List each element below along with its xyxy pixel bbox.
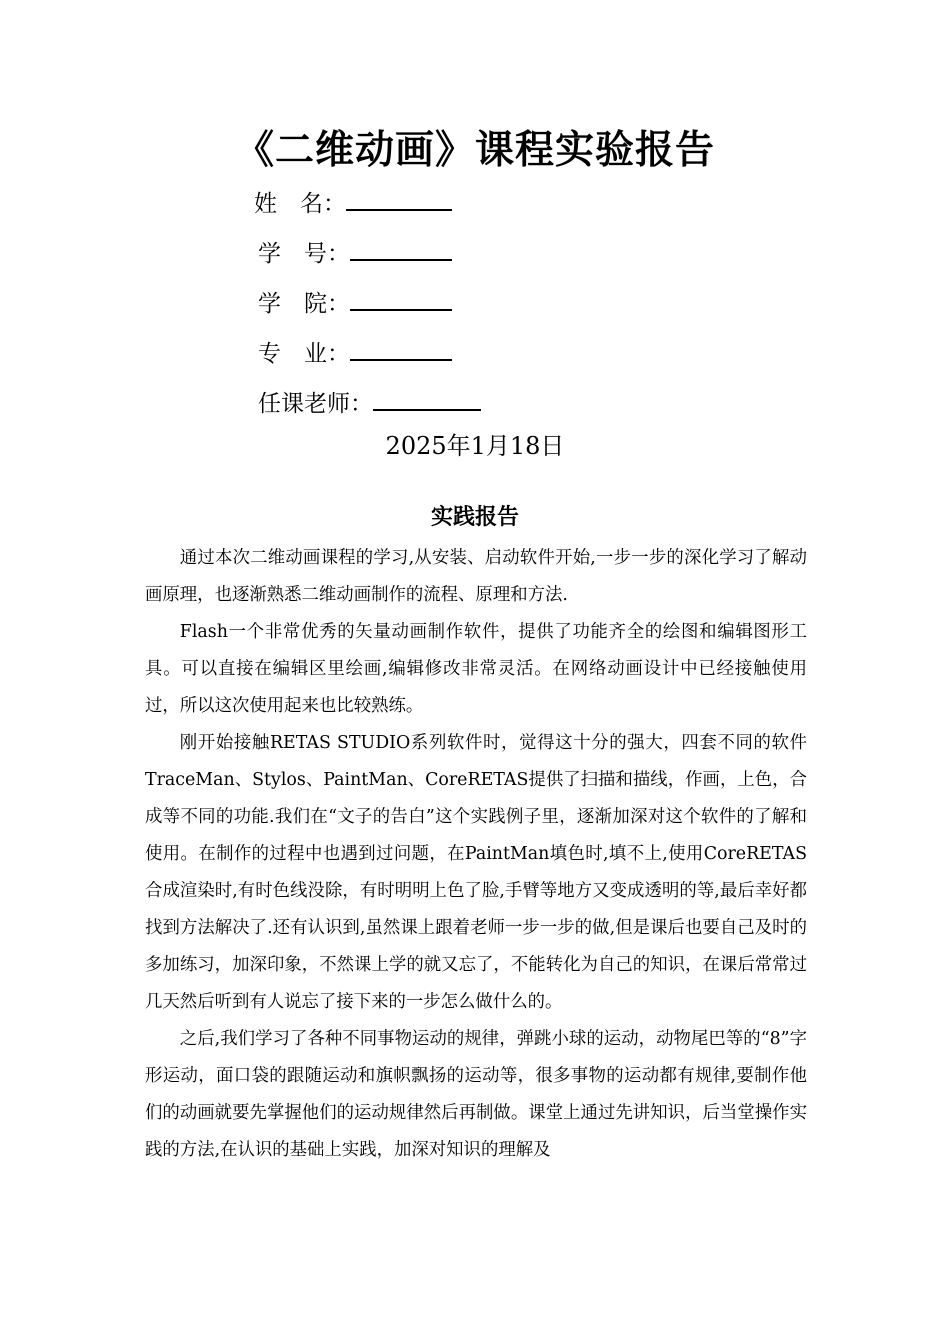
field-name [254, 183, 452, 221]
field-major [258, 333, 452, 371]
field-teacher [258, 383, 481, 421]
field-college [258, 283, 452, 321]
report-title: 《二维动画》课程实验报告 [234, 127, 715, 173]
paragraph: 通过本次二维动画课程的学习,从安装、启动软件开始,一步一步的深化学习了解动画原理，也逐渐熟悉二维动画制作的流程、原理和方法. [145, 548, 807, 605]
report-date: 2025年1月18日 [385, 432, 565, 460]
paragraph: 刚开始接触RETAS STUDIO系列软件时，觉得这十分的强大，四套不同的软件TraceMan、Stylos、PaintMan、CoreRETAS提供了扫描和描线，作画，上色，合成等不同的功能.我们在“文子的告白”这个实践例子里，逐渐加深对这个软件的了解和使用。在制作的过程中也遇到过问题，在PaintMan填色时,填不上,使用CoreRETAS合成渲染时,有时色线没除，有时明明上色了脸,手臂等地方又变成透明的等,最后幸好都找到方法解决了.还有认识到,虽然课上跟着老师一步一步的做,但是课后也要自己及时的多加练习，加深印象，不然课上学的就又忘了，不能转化为自己的知识，在课后常常过几天然后听到有人说忘了接下来的一步怎么做什么的。 [145, 733, 807, 1012]
paragraph: 之后,我们学习了各种不同事物运动的规律，弹跳小球的运动，动物尾巴等的“8”字形运动，面口袋的跟随运动和旗帜飘扬的运动等，很多事物的运动都有规律,要制作他们的动画就要先掌握他们的运动规律然后再制做。课堂上通过先讲知识，后当堂操作实践的方法,在认识的基础上实践，加深对知识的理解及 [145, 1029, 807, 1160]
field-teacher-label: 任课老师： [258, 391, 373, 417]
field-student-id [258, 233, 452, 271]
field-college-label: 学 院： [258, 291, 350, 317]
section-title: 实践报告 [430, 504, 519, 530]
field-name-blank[interactable] [346, 183, 452, 211]
field-college-blank[interactable] [350, 283, 452, 311]
paragraph: Flash一个非常优秀的矢量动画制作软件，提供了功能齐全的绘图和编辑图形工具。可以直接在编辑区里绘画,编辑修改非常灵活。在网络动画设计中已经接触使用过，所以这次使用起来也比较熟练。 [145, 622, 807, 716]
field-student-id-blank[interactable] [350, 233, 452, 261]
field-major-label: 专 业： [258, 341, 350, 367]
field-student-id-label: 学 号： [258, 241, 350, 267]
field-teacher-blank[interactable] [373, 383, 481, 411]
report-body [145, 540, 807, 1169]
field-major-blank[interactable] [350, 333, 452, 361]
field-name-label: 姓 名： [254, 191, 346, 217]
